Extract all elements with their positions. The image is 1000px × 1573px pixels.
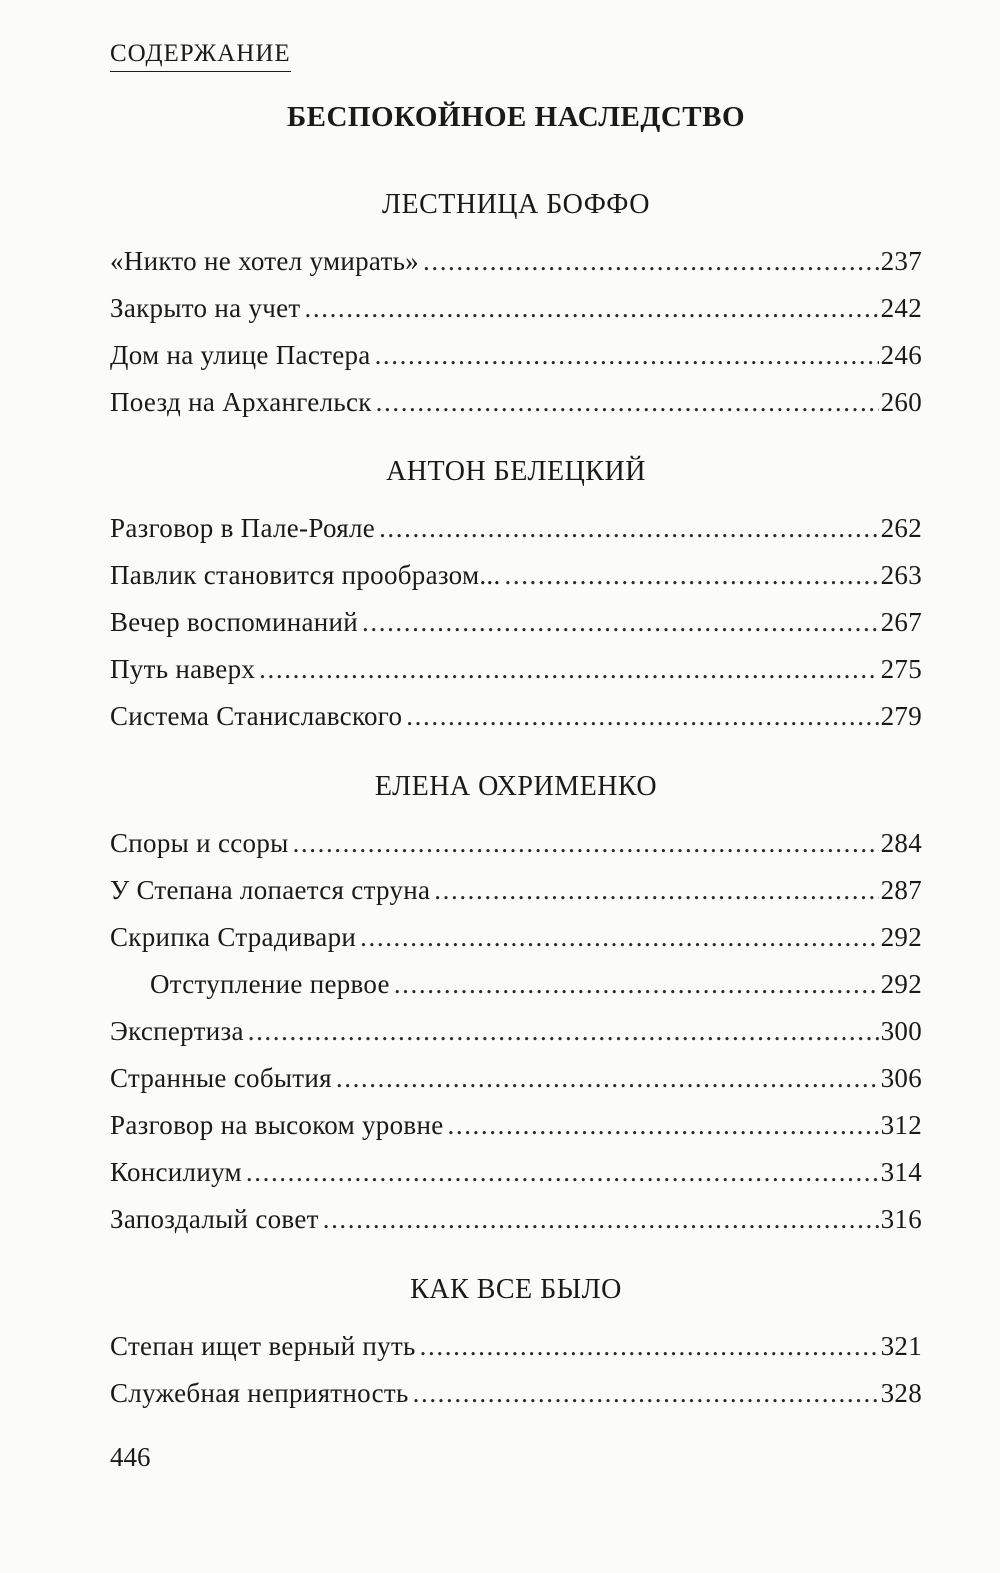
dot-leader: [413, 1375, 879, 1411]
toc-entry-page: 328: [880, 1378, 922, 1408]
toc-entry-title: Система Станиславского: [110, 701, 403, 731]
dot-leader: [293, 825, 879, 861]
running-head: СОДЕРЖАНИЕ: [110, 40, 291, 72]
toc-entry-page: 246: [880, 340, 922, 370]
toc-entry: [110, 919, 922, 955]
toc-entry-title: Консилиум: [110, 1157, 242, 1187]
dot-leader: [246, 1154, 879, 1190]
part-title-lestnitsa-boffo: ЛЕСТНИЦА БОФФО: [381, 189, 650, 220]
dot-leader: [323, 1201, 879, 1237]
toc-entry: [110, 1107, 922, 1143]
toc-entry: [110, 872, 922, 908]
toc-entry-title: Разговор на высоком уровне: [110, 1110, 444, 1140]
toc-entry: [110, 557, 922, 593]
toc-entry-title: Скрипка Страдивари: [110, 922, 357, 952]
toc-entry-page: 237: [880, 246, 922, 276]
toc-entry: [110, 1013, 922, 1049]
toc-entry-page: 321: [880, 1331, 922, 1361]
toc-entry-title: Служебная неприятность: [110, 1378, 409, 1408]
toc-entry-title: Экспертиза: [110, 1016, 244, 1046]
toc-entry-page: 242: [880, 293, 922, 323]
toc-entry: [110, 825, 922, 861]
toc-entry-page: 260: [880, 387, 922, 417]
toc-entry: [110, 1060, 922, 1096]
toc-subentry: [110, 966, 922, 1002]
dot-leader: [259, 651, 878, 687]
toc-entry: [110, 698, 922, 734]
dot-leader: [505, 557, 879, 593]
toc-entry-page: 279: [880, 701, 922, 731]
part-title-anton-beletsky: АНТОН БЕЛЕЦКИЙ: [386, 456, 646, 487]
toc-entry-page: 263: [880, 560, 922, 590]
toc-entry: [110, 510, 922, 546]
part-title-kak-vse-bylo: КАК ВСЕ БЫЛО: [410, 1274, 622, 1305]
toc-entry-page: 267: [880, 607, 922, 637]
dot-leader: [379, 510, 879, 546]
toc-entry-title: Путь наверх: [110, 654, 256, 684]
toc-entry-page: 284: [880, 828, 922, 858]
toc-entry-title: Споры и ссоры: [110, 828, 289, 858]
toc-entry-title: Вечер воспоминаний: [110, 607, 359, 637]
toc-entry-page: 306: [880, 1063, 922, 1093]
toc-entry-page: 312: [880, 1110, 922, 1140]
dot-leader: [362, 604, 879, 640]
toc-entry-title: Поезд на Архангельск: [110, 387, 372, 417]
toc-entry-page: 300: [880, 1016, 922, 1046]
toc-entry-page: 287: [880, 875, 922, 905]
toc-entry-title: Степан ищет верный путь: [110, 1331, 416, 1361]
toc-entry: [110, 1154, 922, 1190]
toc-entry-title: Странные события: [110, 1063, 332, 1093]
toc-entry-page: 275: [880, 654, 922, 684]
toc-entry-title: Запоздалый совет: [110, 1204, 319, 1234]
toc-entry-page: 292: [880, 922, 922, 952]
dot-leader: [248, 1013, 879, 1049]
dot-leader: [448, 1107, 879, 1143]
toc-entry-page: 316: [880, 1204, 922, 1234]
page-number: 446: [110, 1442, 151, 1472]
dot-leader: [434, 872, 878, 908]
dot-leader: [423, 243, 879, 279]
dot-leader: [360, 919, 878, 955]
book-title: БЕСПОКОЙНОЕ НАСЛЕДСТВО: [286, 101, 746, 133]
toc-entry: [110, 1328, 922, 1364]
toc-entry-title: У Степана лопается струна: [110, 875, 431, 905]
dot-leader: [305, 290, 879, 326]
dot-leader: [375, 337, 879, 373]
dot-leader: [420, 1328, 879, 1364]
toc-entry-page: 292: [880, 969, 922, 999]
toc-entry: [110, 243, 922, 279]
toc-entry-title: Отступление первое: [150, 969, 390, 999]
toc-entry-page: 314: [880, 1157, 922, 1187]
toc-entry: [110, 604, 922, 640]
dot-leader: [376, 384, 879, 420]
toc-page: [110, 0, 922, 1573]
dot-leader: [394, 966, 879, 1002]
dot-leader: [336, 1060, 879, 1096]
part-title-elena-okhrimenko: ЕЛЕНА ОХРИМЕНКО: [374, 771, 658, 802]
toc-entry-title: Разговор в Пале-Рояле: [110, 513, 376, 543]
toc-entry: [110, 384, 922, 420]
toc-entry: [110, 1375, 922, 1411]
toc-entry: [110, 651, 922, 687]
toc-entry: [110, 337, 922, 373]
toc-entry: [110, 290, 922, 326]
toc-entry-title: «Никто не хотел умирать»: [110, 246, 419, 276]
toc-entry: [110, 1201, 922, 1237]
toc-entry-title: Дом на улице Пастера: [110, 340, 371, 370]
toc-entry-page: 262: [880, 513, 922, 543]
toc-entry-title: Закрыто на учет: [110, 293, 301, 323]
toc-entry-title: Павлик становится прообразом...: [110, 560, 501, 590]
dot-leader: [406, 698, 878, 734]
